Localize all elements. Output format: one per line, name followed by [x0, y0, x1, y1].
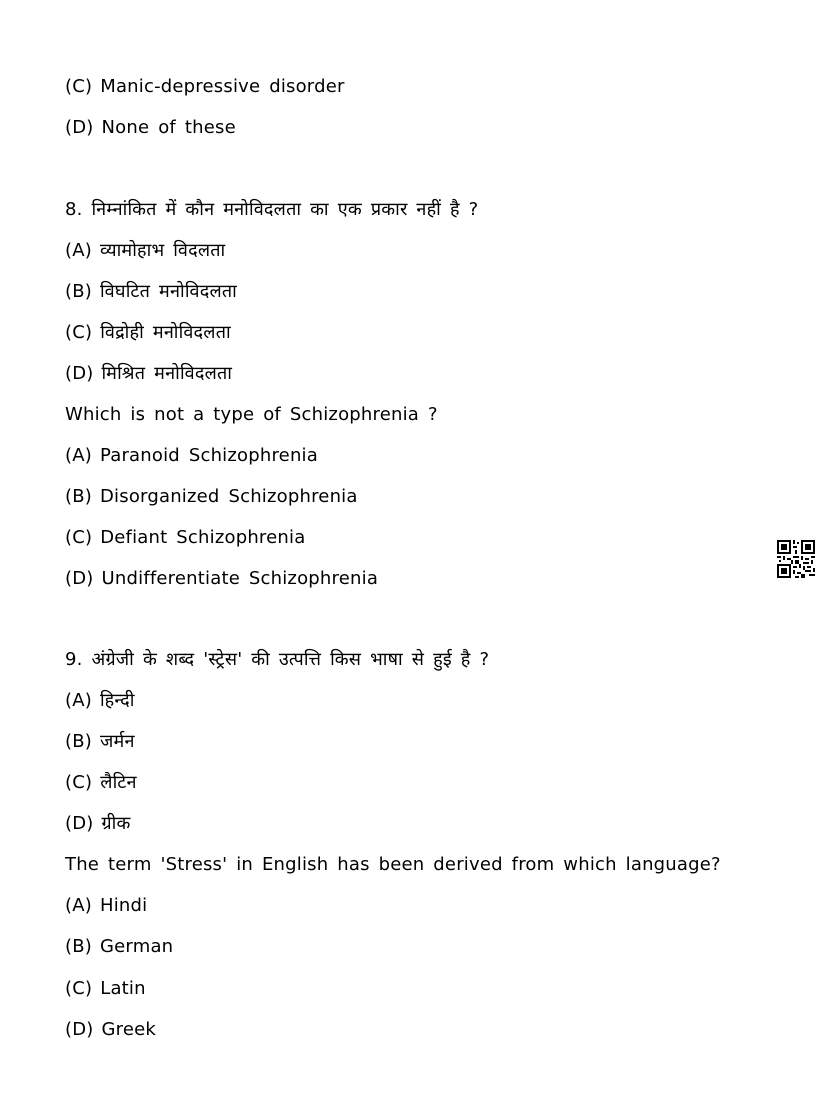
option-line	[65, 689, 135, 713]
option-text: लैटिन	[100, 772, 137, 793]
question-8-hindi: 8. निम्नांकित में कौन मनोविदलता का एक प्रकार नहीं है ?	[65, 199, 479, 220]
option-label: (C)	[65, 322, 93, 343]
option-label: (A)	[65, 240, 92, 261]
option-label: (C)	[65, 978, 93, 999]
option-line	[65, 771, 137, 795]
question-8-english: Which is not a type of Schizophrenia ?	[65, 404, 438, 425]
option-line	[65, 116, 236, 140]
qr-code-icon	[777, 540, 815, 578]
option-line	[65, 280, 237, 304]
option-text: Paranoid Schizophrenia	[99, 445, 318, 466]
option-label: (D)	[65, 813, 94, 834]
option-text: विघटित मनोविदलता	[100, 281, 237, 302]
option-line	[65, 1018, 156, 1042]
option-line	[65, 444, 318, 468]
option-label: (C)	[65, 527, 93, 548]
question-9-hindi: 9. अंग्रेजी के शब्द 'स्ट्रेस' की उत्पत्ति किस भाषा से हुई है ?	[65, 649, 490, 670]
option-line	[65, 812, 131, 836]
option-text: Defiant Schizophrenia	[100, 527, 306, 548]
option-text: व्यामोहाभ विदलता	[99, 240, 226, 261]
option-text: Disorganized Schizophrenia	[100, 486, 358, 507]
option-text: मिश्रित मनोविदलता	[101, 363, 233, 384]
option-label: (D)	[65, 568, 94, 589]
option-line	[65, 362, 232, 386]
option-text: Manic-depressive disorder	[100, 76, 345, 97]
option-label: (A)	[65, 445, 92, 466]
option-label: (A)	[65, 690, 92, 711]
option-label: (D)	[65, 117, 94, 138]
option-label: (D)	[65, 1019, 94, 1040]
option-text: हिन्दी	[99, 690, 135, 711]
option-line	[65, 977, 146, 1001]
option-text: Latin	[100, 978, 146, 999]
option-line	[65, 730, 135, 754]
option-label: (C)	[65, 772, 93, 793]
option-line	[65, 321, 231, 345]
option-label: (D)	[65, 363, 94, 384]
option-label: (C)	[65, 76, 93, 97]
question-9-english: The term 'Stress' in English has been derived from which language?	[65, 854, 721, 875]
option-text: None of these	[101, 117, 236, 138]
option-line	[65, 894, 147, 918]
option-text: जर्मन	[100, 731, 135, 752]
option-label: (B)	[65, 936, 92, 957]
option-text: Hindi	[99, 895, 148, 916]
option-line	[65, 75, 345, 99]
option-label: (B)	[65, 486, 92, 507]
option-label: (B)	[65, 731, 92, 752]
option-text: Greek	[101, 1019, 157, 1040]
option-line	[65, 526, 305, 550]
option-line	[65, 239, 225, 263]
option-text: विद्रोही मनोविदलता	[100, 322, 231, 343]
option-text: German	[100, 936, 174, 957]
option-label: (B)	[65, 281, 92, 302]
option-line	[65, 485, 358, 509]
option-text: Undifferentiate Schizophrenia	[101, 568, 379, 589]
option-text: ग्रीक	[101, 813, 131, 834]
option-line	[65, 935, 173, 959]
option-line	[65, 567, 378, 591]
option-label: (A)	[65, 895, 92, 916]
